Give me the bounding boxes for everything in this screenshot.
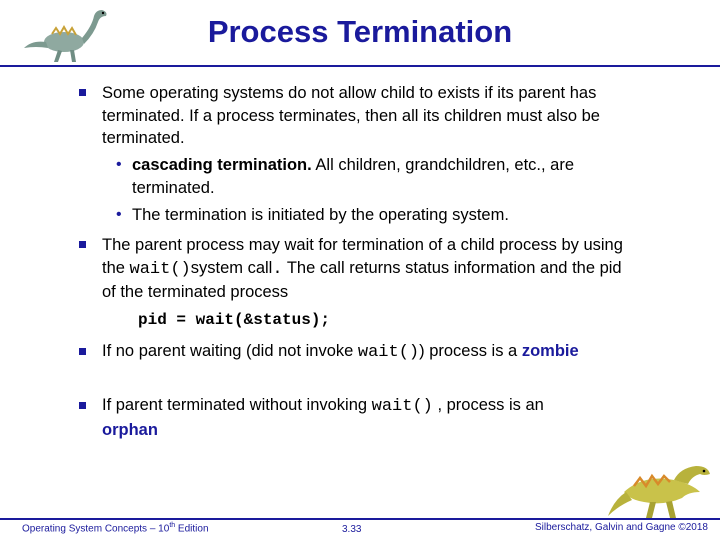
footer-book-title-text: Operating System Concepts – 10 <box>22 523 170 535</box>
bullet-2-part3: The call returns status information and the pid of the terminated process <box>102 258 622 301</box>
bullet-square-icon <box>79 402 86 409</box>
wait-call-code: wait() <box>129 259 191 279</box>
wait-call-code: wait() <box>371 397 433 416</box>
footer-authors: Silberschatz, Galvin and Gagne ©2018 <box>534 522 708 533</box>
cascading-termination-desc: All children, grandchildren, etc., are terminated. <box>132 156 575 197</box>
bullet-4-part2: , process is an <box>432 396 544 414</box>
sub-bullet-dot-icon: • <box>116 206 122 223</box>
slide-title: Process Termination <box>207 14 513 49</box>
orphan-term: orphan <box>102 420 158 439</box>
bullet-3-text <box>102 340 622 365</box>
sub-bullet-2-text: The termination is initiated by the operating system. <box>132 206 509 224</box>
sub-bullet-1-text <box>132 154 612 199</box>
bullet-square-icon <box>79 348 86 355</box>
bullet-2-text <box>102 234 637 304</box>
bullet-4-text <box>102 394 622 441</box>
zombie-term: zombie <box>521 342 579 360</box>
footer-edition-sup: th <box>169 522 176 529</box>
bullet-3-part2: ) process is a <box>419 342 522 360</box>
bullet-1-text: Some operating systems do not allow child to exists if its parent has terminated. If a process terminates, then all its children must also be terminated. <box>102 84 600 147</box>
footer-edition-text: Edition <box>175 523 209 535</box>
bullet-4-part1: If parent terminated without invoking <box>102 396 372 414</box>
bullet-square-icon <box>79 89 86 96</box>
sub-bullet-dot-icon: • <box>116 156 122 173</box>
pid-wait-code-line: pid = wait(&status); <box>138 311 331 329</box>
bullet-2-part1: The parent process may wait for termination of a child process by using the <box>102 236 623 277</box>
cascading-termination-label: cascading termination. <box>132 156 312 174</box>
bullet-2-part2: system call <box>190 258 273 277</box>
bullet-2-code-dot: . <box>272 259 283 279</box>
bullet-square-icon <box>79 241 86 248</box>
wait-call-code: wait() <box>357 343 420 362</box>
header-divider <box>0 65 720 67</box>
footer-page-number: 3.33 <box>342 524 362 535</box>
footer-book-title <box>22 522 209 534</box>
dinosaur-logo-icon <box>604 462 714 520</box>
footer-divider <box>0 518 720 520</box>
bullet-3-part1: If no parent waiting (did not invoke <box>102 342 358 360</box>
